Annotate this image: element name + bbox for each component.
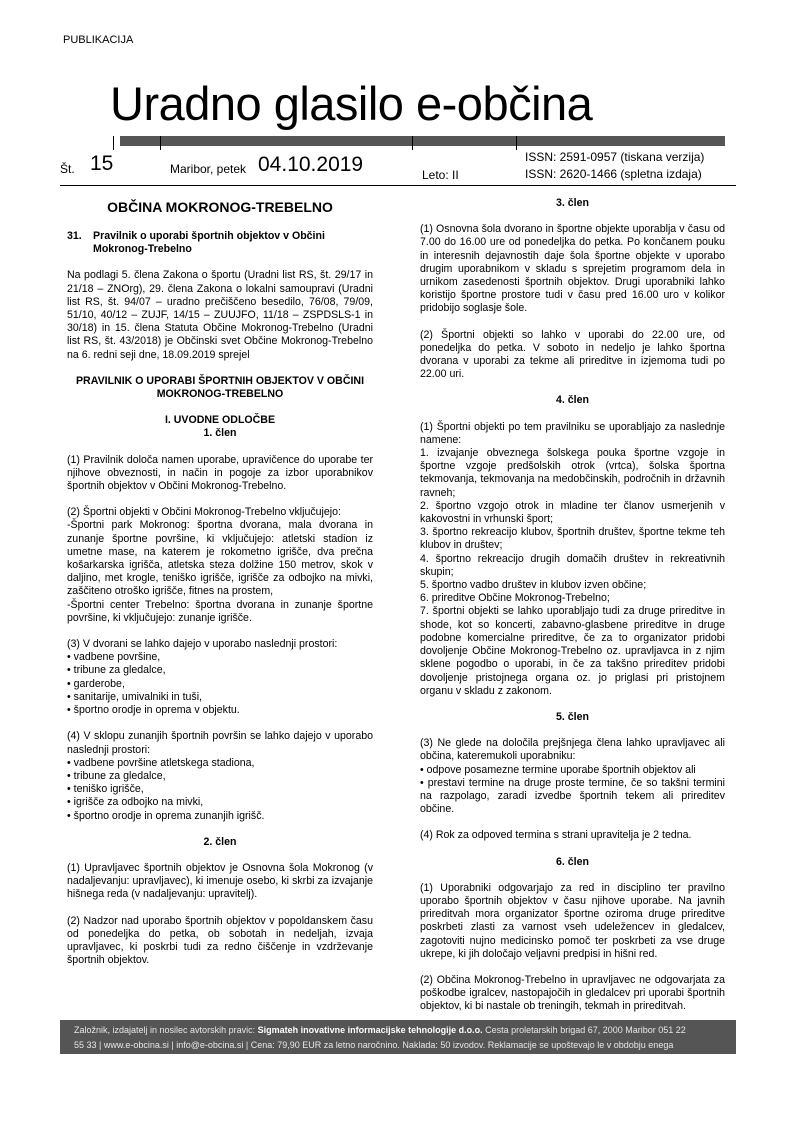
rule-tick xyxy=(160,136,161,150)
article-heading: 4. člen xyxy=(556,394,589,407)
article-heading: 2. člen xyxy=(203,835,237,848)
rule-tick xyxy=(516,136,517,150)
paragraph: (2) Športni objekti so lahko v uporabi do 22.00 ure, od ponedeljka do petka. V soboto in nedeljo je lahko športna dvorana v uporabi za tekme ali prireditve in izjemoma tudi po 22.00 uri. xyxy=(420,328,725,381)
issn-print: ISSN: 2591-0957 (tiskana verzija) xyxy=(525,150,705,164)
paragraph: (4) V sklopu zunanjih športnih površin se lahko dajejo v uporabo naslednji prostori: xyxy=(67,730,373,756)
footer-line xyxy=(74,1023,722,1038)
list-item: • športno orodje in oprema v objektu. xyxy=(67,704,240,717)
issue-number: 15 xyxy=(90,152,114,175)
purposes-list xyxy=(420,447,725,698)
right-column xyxy=(420,197,725,1027)
act-heading xyxy=(67,230,373,256)
municipality-heading: OBČINA MOKRONOG-TREBELNO xyxy=(107,199,333,215)
premises-list xyxy=(67,651,373,717)
issn-online: ISSN: 2620-1466 (spletna izdaja) xyxy=(525,167,702,181)
list-item: 4. športno rekreacijo drugih domačih društev in rekreativnih skupin; xyxy=(420,552,725,578)
paragraph: (3) Ne glede na določila prejšnjega člena lahko upravljavec ali občina, kateremukoli uporabniku: xyxy=(420,737,725,763)
issue-bar xyxy=(60,150,736,185)
preamble: Na podlagi 5. člena Zakona o športu (Uradni list RS, št. 29/17 in 21/18 – ZNOrg), 29. člena Zakona o lokalni samoupravi (Uradni list RS, št. 94/07 – uradno prečiščeno besedilo, 76/08, 79/09, 51/10, 40/12 – ZUJF, 14/15 – ZUUJFO, 11/18 – ZSPDSLS-1 in 30/18) in 15. člena Statuta Občine Mokronog-Trebelno (Uradni list RS, št. 43/2018) je Občinski svet Občine Mokronog-Trebelno na 6. redni seji dne, 18.09.2019 sprejel xyxy=(67,269,373,361)
document-title: PRAVILNIK O UPORABI ŠPORTNIH OBJEKTOV V OBČINI MOKRONOG-TREBELNO xyxy=(75,374,365,401)
paragraph: (1) Osnovna šola dvorano in športne objekte uporablja v času od 7.00 do 16.00 ure od ponedeljka do petka. Po končanem pouku in interesnih dejavnostih daje šola športne objekte v uporabo drugim uporabnikom v skladu s sprejetim programom dela in urnikom zasedenosti športnih objektov. Drugi uporabniki lahko koristijo športne prostore tudi v času pred 16.00 uro v kolikor pridobijo soglasje šole. xyxy=(420,223,725,315)
list-item: • tribune za gledalce, xyxy=(67,664,166,677)
paragraph: (1) Upravljavec športnih objektov je Osnovna šola Mokronog (v nadaljevanju: upravljavec), ki imenuje osebo, ki skrbi za izvajanje hišnega reda (v nadaljevanju: upravitelj). xyxy=(67,861,373,901)
list-item: 5. športno vadbo društev in klubov izven občine; xyxy=(420,579,647,592)
header-rule xyxy=(120,136,725,146)
footer-lead: Založnik, izdajatelj in nosilec avtorskih pravic: xyxy=(74,1025,256,1035)
list-item: 6. prireditve Občine Mokronog-Trebelno; xyxy=(420,592,610,605)
paragraph: (4) Rok za odpoved termina s strani upravitelja je 2 tedna. xyxy=(420,829,692,842)
list-item: 3. športno rekreacijo klubov, športnih društev, športne tekme teh klubov in društev; xyxy=(420,526,725,552)
article-heading: 5. člen xyxy=(556,710,589,723)
issue-year: Leto: II xyxy=(422,168,459,182)
issue-prefix: Št. xyxy=(60,162,75,176)
footer-publisher: Sigmateh inovativne informacijske tehnologije d.o.o. xyxy=(257,1025,483,1035)
list-item: • odpove posamezne termine uporabe športnih objektov ali xyxy=(420,763,696,776)
footer-line: 55 33 | www.e-obcina.si | info@e-obcina.si | Cena: 79,90 EUR za letno naročnino. Naklada: 50 izvodov. Reklamacije se upoštevajo le v obdobju enega xyxy=(74,1040,674,1050)
rule-tick xyxy=(113,136,114,150)
list-item: • sanitarije, umivalniki in tuši, xyxy=(67,690,203,703)
paragraph: (1) Športni objekti po tem pravilniku se uporabljajo za naslednje namene: xyxy=(420,420,725,446)
list-item: • športno orodje in oprema zunanjih igrišč. xyxy=(67,809,265,822)
cancellation-list xyxy=(420,764,725,817)
list-item: • prestavi termine na druge proste termine, če so takšni termini na razpolago, zaradi izvedbe športnih tekem ali prireditev občine. xyxy=(420,776,725,816)
list-item: 1. izvajanje obveznega šolskega pouka športne vzgoje in športne vzgoje predšolskih otrok (vrtca), šolska športna tekmovanja, tekmovanja na medobčinskih, področnih in državnih ravneh; xyxy=(420,447,725,499)
paragraph: (2) Občina Mokronog-Trebelno in upravljavec ne odgovarjata za poškodbe igralcev, nastopajočih in gledalcev pri uporabi športnih objektov, ki bi nastale ob treningih, tekmah in prireditvah. xyxy=(420,973,725,1013)
issue-underline xyxy=(60,185,736,186)
left-column xyxy=(67,199,373,980)
publisher-footer xyxy=(60,1020,736,1054)
list-item: • vadbene površine, xyxy=(67,651,161,664)
chapter-heading: I. UVODNE ODLOČBE xyxy=(164,414,276,427)
paragraph: (2) Športni objekti v Občini Mokronog-Trebelno vključujejo: xyxy=(67,506,341,519)
paragraph: (3) V dvorani se lahko dajejo v uporabo naslednji prostori: xyxy=(67,638,338,651)
list-item: • tribune za gledalce, xyxy=(67,769,166,782)
list-item: • garderobe, xyxy=(67,677,125,690)
footer-address: Cesta proletarskih brigad 67, 2000 Maribor 051 22 xyxy=(485,1025,686,1035)
list-item: 2. športno vzgojo otrok in mladine ter članov usmerjenih v kakovostni in vrhunski šport; xyxy=(420,499,725,526)
list-item: • teniško igrišče, xyxy=(67,783,144,796)
rule-tick xyxy=(412,136,413,150)
issue-place: Maribor, petek xyxy=(170,162,247,176)
list-item: • vadbene površine atletskega stadiona, xyxy=(67,756,255,769)
list-item: 7. športni objekti se lahko uporabljajo tudi za druge prireditve in shode, kot so koncerti, zabavno-glasbene prireditve in druge podobne komercialne prireditve, če za to organizator pridobi dovoljenje Občine Mokronog-Trebelno oz. upravljavca in z njim sklene pogodbo o uporabi, in če za takšno prireditev pridobi dovoljenje pristojnega organa oz. jo priglasi pri pristojnem organu v skladu z zakonom. xyxy=(420,605,725,697)
article-heading: 3. člen xyxy=(556,197,589,209)
paragraph: (2) Nadzor nad uporabo športnih objektov v popoldanskem času od ponedeljka do petka, ob sobotah in nedeljah, izvaja upravljavec, ki poskrbi tudi za redno čiščenje in vzdrževanje športnih objektov. xyxy=(67,914,373,967)
outdoor-list xyxy=(67,757,373,823)
list-item: • igrišče za odbojko na mivki, xyxy=(67,796,204,809)
paragraph: -Športni center Trebelno: športna dvorana in zunanje športne površine, ki vključujejo: zunanje igrišče. xyxy=(67,598,373,624)
article-heading: 1. člen xyxy=(203,427,237,440)
gazette-title: Uradno glasilo e-občina xyxy=(110,77,593,130)
act-title: Pravilnik o uporabi športnih objektov v Občini Mokronog-Trebelno xyxy=(93,230,325,256)
article-heading: 6. člen xyxy=(556,855,589,868)
paragraph: (1) Uporabniki odgovarjajo za red in disciplino ter pravilno uporabo športnih objektov v času njihove uporabe. Na javnih prireditvah mora organizator športne oziroma druge prireditve poskrbeti zlasti za varnost vseh udeležencev in gledalcev, zagotoviti nujno medicinsko pomoč ter poskrbeti za vse druge ukrepe, ki jih določajo veljavni predpisi in hišni red. xyxy=(420,881,725,960)
paragraph: (1) Pravilnik določa namen uporabe, upravičence do uporabe ter njihove obveznosti, in način in pogoje za izbor uporabnikov športnih objektov v Občini Mokronog-Trebelno. xyxy=(67,453,373,493)
publication-label: PUBLIKACIJA xyxy=(63,34,134,46)
act-number: 31. xyxy=(67,230,82,242)
paragraph: -Športni park Mokronog: športna dvorana, mala dvorana in zunanje športne površine, ki vključujejo: atletski stadion iz umetne mase, na katerem je rokometno igrišče, dva prečna košarkarska igrišča, atletska steza dolžine 150 metrov, skok v daljino, met krogle, teniško igrišče, igrišče za odbojko na mivki, zaščiteno otroško igrišče, fitnes na prostem, xyxy=(67,519,373,598)
issue-date: 04.10.2019 xyxy=(258,153,364,176)
